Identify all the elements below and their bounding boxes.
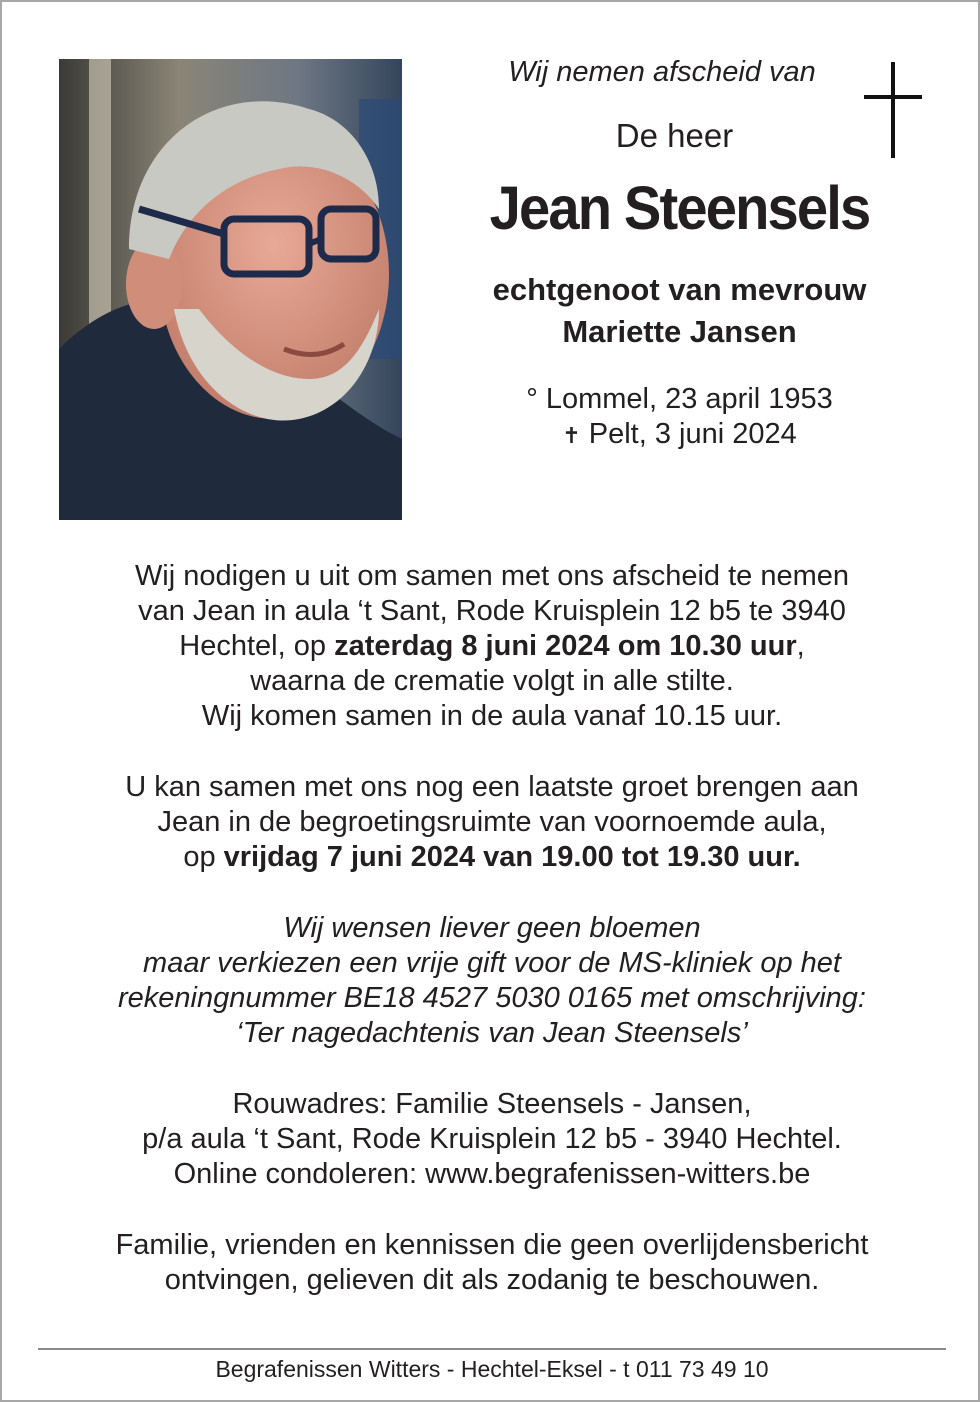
greeting-info (42, 770, 942, 875)
portrait-photo (59, 59, 402, 520)
invitation-line-1: Wij nodigen u uit om samen met ons afscheid te nemen (134, 560, 850, 592)
greeting-line-1: U kan samen met ons nog een laatste groet brengen aan (125, 771, 859, 803)
address-line-1: Rouwadres: Familie Steensels - Jansen, (232, 1088, 752, 1120)
address-line-2: p/a aula ‘t Sant, Rode Kruisplein 12 b5 - 3940 Hechtel. (142, 1123, 842, 1155)
death-date: Pelt, 3 juni 2024 (588, 418, 797, 450)
flowers-line-1: Wij wensen liever geen bloemen (283, 912, 701, 944)
greeting-line-3-pre: op (183, 841, 224, 873)
deceased-name: Jean Steensels (489, 174, 870, 242)
flowers-line-2: maar verkiezen een vrije gift voor de MS-kliniek op het (143, 947, 841, 979)
death-cross-icon: ✝ (562, 423, 581, 448)
notice-line-1: Familie, vrienden en kennissen die geen overlijdensbericht (115, 1229, 869, 1261)
life-dates (432, 382, 927, 453)
online-condolence-link[interactable]: Online condoleren: www.begrafenissen-witters.be (173, 1158, 811, 1190)
honorific: De heer (615, 117, 734, 154)
footer-divider (38, 1348, 946, 1350)
funeral-home-footer: Begrafenissen Witters - Hechtel-Eksel - t 011 73 49 10 (215, 1356, 769, 1382)
notice-remark (42, 1228, 942, 1298)
mourning-address (42, 1087, 942, 1192)
birth-date: ° Lommel, 23 april 1953 (526, 383, 833, 415)
invitation-line-2: van Jean in aula ‘t Sant, Rode Kruisplein 12 b5 te 3940 (138, 595, 846, 627)
flowers-line-3: rekeningnummer BE18 4527 5030 0165 met omschrijving: (118, 982, 866, 1014)
invitation-line-5: Wij komen samen in de aula vanaf 10.15 uur. (201, 700, 783, 732)
invitation-line-3-pre: Hechtel, op (179, 630, 335, 662)
invitation-line-3-post: , (796, 630, 805, 662)
invitation-line-4: waarna de crematie volgt in alle stilte. (250, 665, 734, 697)
invitation-line-3 (42, 629, 942, 664)
flowers-line-4: ‘Ter nagedachtenis van Jean Steensels’ (236, 1017, 748, 1049)
funeral-invitation (42, 559, 942, 734)
intro-text: Wij nemen afscheid van (508, 56, 816, 88)
deceased-header (432, 54, 927, 453)
notice-line-2: ontvingen, gelieven dit als zodanig te beschouwen. (164, 1264, 820, 1296)
notice-body (42, 559, 942, 1298)
spouse-info (432, 269, 927, 353)
ceremony-datetime: zaterdag 8 juni 2024 om 10.30 uur (334, 630, 797, 662)
greeting-line-2: Jean in de begroetingsruimte van voornoemde aula, (157, 806, 827, 838)
flowers-request (42, 911, 942, 1051)
spouse-line-1: echtgenoot van mevrouw (492, 272, 867, 307)
spouse-line-2: Mariette Jansen (562, 314, 797, 349)
death-date-line (432, 417, 927, 453)
greeting-datetime: vrijdag 7 juni 2024 van 19.00 tot 19.30 uur. (223, 841, 801, 873)
greeting-line-3 (42, 840, 942, 875)
